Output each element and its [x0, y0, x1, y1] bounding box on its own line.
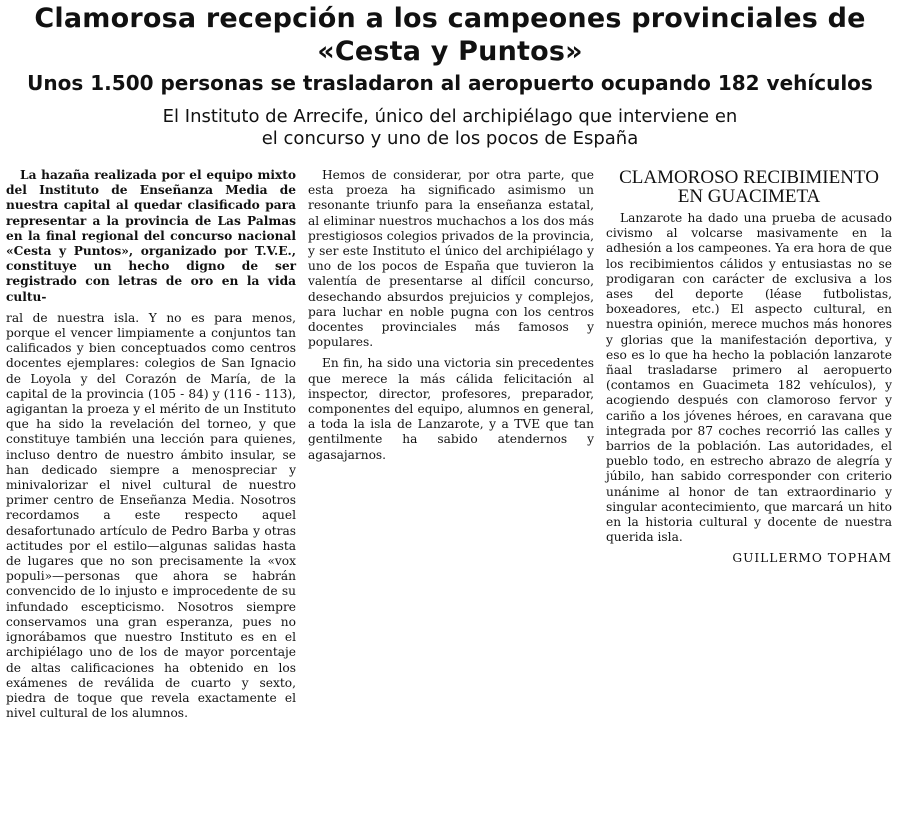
deck-line-1: El Instituto de Arrecife, único del archipiélago que interviene en: [162, 106, 738, 127]
column-3-paragraph-1: Lanzarote ha dado una prueba de acusado civismo al volcarse masivamente en la adhesión a los campeones. Ya era hora de que los recibimientos cálidos y entusiastas no se prodigaran con carácter de exclusiva a los ases del deporte (léase futbolistas, boxeadores, etc.) El aspecto cultural, en nuestra opinión, merece muchos más honores y glorias que la manifestación deportiva, y eso es lo que ha hecho la población lanzarote ñaal trasladarse primero al aeropuerto (contamos en Guacimeta 182 vehículos), y acogiendo después con clamoroso fervor y cariño a los jóvenes héroes, en caravana que integrada por 87 coches recorrió las calles y barrios de la población. Las autoridades, el pueblo todo, en estrecho abrazo de alegría y júbilo, han sabido corresponder con criterio unánime al honor de tan extraordinario y singular acontecimiento, que marcará un hito en la historia cultural y docente de nuestra querida isla.: [606, 211, 892, 545]
column-1-paragraph-2: ral de nuestra isla. Y no es para menos, porque el vencer limpiamente a conjuntos tan calificados y bien conceptuados como centros docentes ejemplares: colegios de San Ignacio de Loyola y del Corazón de María, de la capital de la provincia (105 - 84) y (116 - 113), agigantan la proeza y el mérito de un Instituto que ha sido la revelación del torneo, y que constituye también una lección para quienes, incluso dentro de nuestro ámbito insular, se han dedicado siempre a menospreciar y minivalorizar el nivel cultural de nuestro primer centro de Enseñanza Media. Nosotros recordamos a este respecto aquel desafortunado artículo de Pedro Barba y otras actitudes por el estilo—algunas salidas hasta de lugares que no son precisamente la «vox populi»—personas que ahora se habrán convencido de lo injusto e improcedente de su infundado escepticismo. Nosotros siempre conservamos una gran esperanza, pues no ignorábamos que nuestro Instituto es en el archipiélago uno de los de mayor porcentaje de altas calificaciones ha obtenido en los exámenes de reválida de cuarto y sexto, piedra de toque que revela exactamente el nivel cultural de los alumnos.: [6, 310, 296, 721]
section-heading-line-1: CLAMOROSO RECIBIMIENTO: [619, 167, 879, 188]
section-heading-line-2: EN GUACIMETA: [677, 186, 821, 207]
deck: [0, 106, 900, 150]
column-2: [308, 168, 594, 469]
column-1-paragraph-1: La hazaña realizada por el equipo mixto del Instituto de Enseñanza Media de nuestra capital al quedar clasificado para representar a la provincia de Las Palmas en la final regional del concurso nacional «Cesta y Puntos», organizado por T.V.E., constituye un hecho digno de ser registrado con letras de oro en la vida cultu-: [6, 168, 296, 304]
deck-line-2: el concurso y uno de los pocos de España: [261, 128, 639, 149]
section-heading: [606, 168, 892, 206]
column-1: [6, 168, 296, 727]
column-2-paragraph-2: En fin, ha sido una victoria sin precedentes que merece la más cálida felicitación al inspector, director, profesores, preparador, componentes del equipo, alumnos en general, a toda la isla de Lanzarote, y a TVE que tan gentilmente ha sabido atendernos y agasajarnos.: [308, 356, 594, 462]
column-3: [606, 168, 892, 567]
subheadline: Unos 1.500 personas se trasladaron al aeropuerto ocupando 182 vehículos: [27, 71, 873, 95]
column-2-paragraph-1: Hemos de considerar, por otra parte, que esta proeza ha significado asimismo un resonante triunfo para la enseñanza estatal, al eliminar nuestros muchachos a los dos más prestigiosos colegios privados de la provincia, y ser este Instituto el único del archipiélago y uno de los pocos de España que tuvieron la valentía de presentarse al difícil concurso, desechando absurdos prejuicios y complejos, para luchar en noble pugna con los centros docentes provinciales más famosos y populares.: [308, 168, 594, 350]
author-signature: GUILLERMO TOPHAM: [732, 551, 892, 566]
headline: Clamorosa recepción a los campeones provinciales de «Cesta y Puntos»: [34, 3, 866, 67]
